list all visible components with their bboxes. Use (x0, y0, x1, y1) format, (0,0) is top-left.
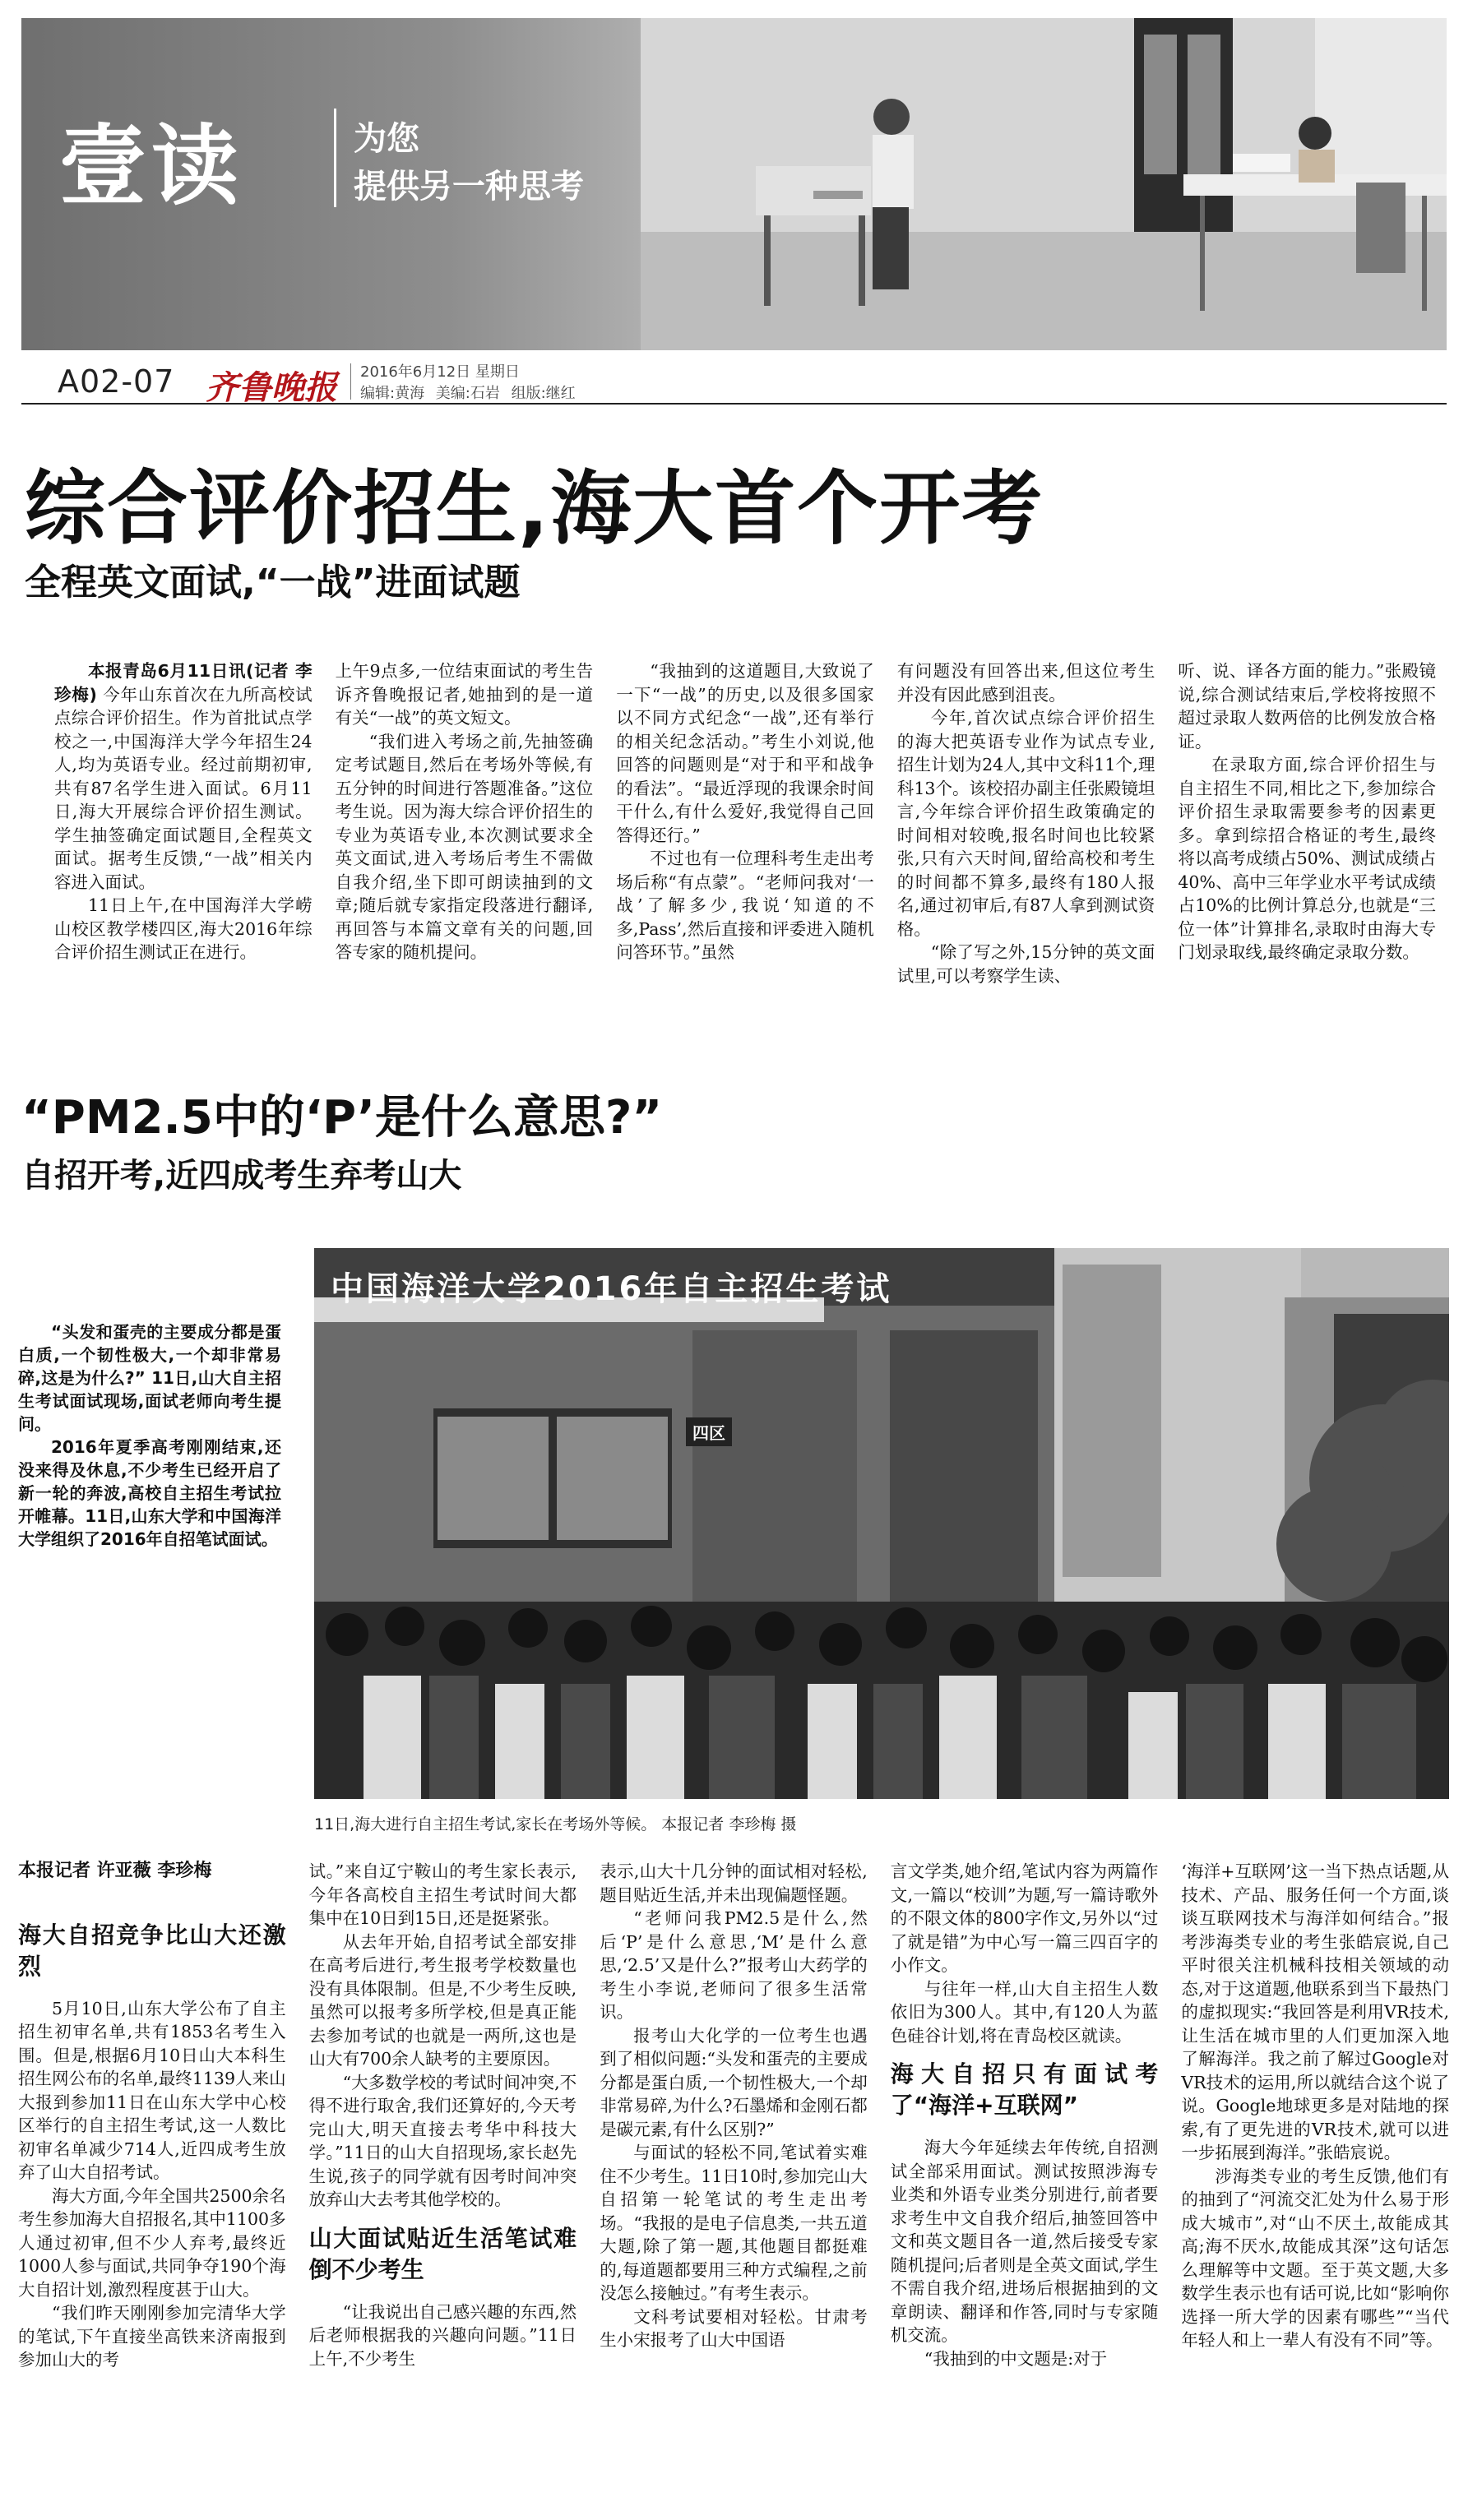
story2-subhead-c: 海大自招只有面试考了“海洋+互联网” (890, 2060, 1159, 2119)
story1-dateline: 本报青岛6月11日讯(记者 李珍梅) (54, 661, 313, 705)
story2-column-2 (309, 1860, 577, 2509)
story2-paragraph: 表示,山大十几分钟的面试相对轻松,题目贴近生活,并未出现偏题怪题。 (600, 1861, 868, 1905)
story2-paragraph: 与面试的轻松不同,笔试着实难住不少考生。11日10时,参加完山大自招第一轮笔试的考生走出考场。“我报的是电子信息类,一共五道大题,除了第一题,其他题目都挺难的,每道题都要用三种方式编程,之前没怎么接触过。”有考生表示。 (600, 2143, 868, 2303)
story2-paragraph: 涉海类专业的考生反馈,他们有的抽到了“河流交汇处为什么易于形成大城市”,对“山不厌土,故能成其高;海不厌水,故能成其深”这句话怎么理解等中文题。至于英文题,大多数学生表示也有话可说,比如“影响你选择一所大学的因素有哪些”“当代年轻人和上一辈人有没有不同”等。 (1181, 2166, 1449, 2350)
story1-paragraph: 上午9点多,一位结束面试的考生告诉齐鲁晚报记者,她抽到的是一道有关“一战”的英文短文。 (335, 661, 594, 728)
page-number: A02-07 (58, 363, 175, 400)
issue-date: 2016年6月12日 星期日 (360, 363, 520, 381)
story2-byline: 本报记者 许亚薇 李珍梅 (18, 1861, 212, 1881)
story1-paragraph: 今年,首次试点综合评价招生的海大把英语专业作为试点专业,招生计划为24人,其中文科11个,理科13个。该校招办副主任张殿镜坦言,今年综合评价招生政策确定的时间相对较晚,报名时间也比较紧张,只有六天时间,留给高校和考生的时间都不算多,最终有180人报名,通过初审后,有87人拿到测试资格。 (896, 708, 1155, 939)
story1-paragraph: 11日上午,在中国海洋大学崂山校区教学楼四区,海大2016年综合评价招生测试正在进行。 (54, 895, 313, 962)
intro-paragraph: “头发和蛋壳的主要成分都是蛋白质,一个韧性极大,一个却非常易碎,这是为什么?” 11日,山大自主招生考试面试现场,面试老师向考生提问。 (18, 1322, 281, 1434)
editor-credits: 编辑:黄海 美编:石岩 组版:继红 (360, 385, 576, 402)
story1-paragraph: “我抽到的这道题目,大致说了一下“一战”的历史,以及很多国家以不同方式纪念“一战”,还有举行的相关纪念活动。”考生小刘说,他回答的问题则是“对于和平和战争的看法”。“最近浮现的我课余时间干什么,有什么爱好,我觉得自己回答得还行。” (616, 661, 874, 845)
photo-door-sign: 四区 (686, 1417, 732, 1446)
story2-paragraph: “老师问我PM2.5是什么,然后‘P’是什么意思,‘M’是什么意思,‘2.5’又是什么?”报考山大药学的考生小李说,老师问了很多生活常识。 (600, 1908, 868, 2022)
story1-headline: 综合评价招生,海大首个开考 (25, 462, 1044, 556)
story1-paragraph: 不过也有一位理科考生走出考场后称“有点蒙”。“老师问我对‘一战’了解多少,我说‘知道的不多,Pass’,然后直接和评委进入随机问答环节。”虽然 (616, 848, 874, 962)
story2-subhead-a: 海大自招竞争比山大还激烈 (18, 1921, 286, 1980)
slogan-line-2: 提供另一种思考 (354, 168, 584, 206)
story1-subheadline: 全程英文面试,“一战”进面试题 (25, 562, 521, 603)
story1-paragraph: 在录取方面,综合评价招生与自主招生不同,相比之下,参加综合评价招生录取需要参考的因素更多。拿到综招合格证的考生,最终将以高考成绩占50%、测试成绩占40%、高中三年学业水平考试成绩占10%的比例计算总分,也就是“三位一体”计算排名,录取时由海大专门划录取线,最终确定录取分数。 (1178, 755, 1436, 962)
story2-paragraph: “我抽到的中文题是:对于 (924, 2348, 1108, 2369)
story2-paragraph: 海大今年延续去年传统,自招测试全部采用面试。测试按照涉海专业类和外语专业类分别进行,前者要求考生中文自我介绍后,抽签回答中文和英文题目各一道,然后接受专家随机提问;后者则是全英文面试,学生不需自我介绍,进场后根据抽到的文章朗读、翻译和作答,同时与专家随机交流。 (890, 2138, 1159, 2345)
photo-illustration (314, 1248, 1449, 1799)
story2-paragraph: 言文学类,她介绍,笔试内容为两篇作文,一篇以“校训”为题,写一篇诗歌外的不限文体的800字作文,另外以“过了就是错”为中心写一篇三四百字的小作文。 (890, 1861, 1159, 1975)
story2-paragraph: 5月10日,山东大学公布了自主招生初审名单,共有1853名考生入围。但是,根据6月10日山大本科生招生网公布的名单,最终1139人来山大报到参加11日在山东大学中心校区举行的自主招生考试,这一人数比初审名单减少714人,近四成考生放弃了山大自招考试。 (18, 1998, 286, 2182)
story2-paragraph: 试。”来自辽宁鞍山的考生家长表示,今年各高校自主招生考试时间大都集中在10日到15日,还是挺紧张。 (308, 1861, 577, 1928)
header-banner (21, 18, 1447, 350)
story1-column-5 (1178, 659, 1436, 1005)
page-info-bar (21, 358, 1447, 405)
story2-paragraph: ‘海洋+互联网’这一当下热点话题,从技术、产品、服务任何一个方面,谈谈互联网技术与海洋如何结合。”报考涉海类专业的考生张皓宸说,自己平时很关注机械科技相关领域的动态,对于这道题,他联系到当下最热门的虚拟现实:“我回答是利用VR技术,让生活在城市里的人们更加深入地了解海洋。我之前了解过Google对VR技术的运用,所以就结合这个说了说。Google地球更多是对陆地的探索,有了更先进的VR技术,就可以进一步拓展到海洋。”张皓宸说。 (1181, 1861, 1449, 2162)
photo-building-sign: 中国海洋大学2016年自主招生考试 (331, 1270, 892, 1308)
photo-caption: 11日,海大进行自主招生考试,家长在考场外等候。 本报记者 李珍梅 摄 (314, 1815, 797, 1833)
brand-divider (334, 109, 336, 207)
story2-subheadline: 自招开考,近四成考生弃考山大 (21, 1157, 462, 1195)
story1-column-3 (616, 659, 874, 1005)
story1-body (54, 659, 1436, 1005)
brand-logo: 壹读 (59, 116, 243, 217)
story2-paragraph: 与往年一样,山大自主招生人数依旧为300人。其中,有120人为蓝色硅谷计划,将在青岛校区就读。 (890, 1978, 1159, 2046)
story2-column-1 (18, 1860, 286, 2509)
story2-paragraph: “我们昨天刚刚参加完清华大学的笔试,下午直接坐高铁来济南报到参加山大的考 (18, 2303, 286, 2370)
story2-column-5 (1181, 1860, 1449, 2509)
exam-crowd-photo (314, 1248, 1449, 1799)
story1-paragraph: “除了写之外,15分钟的英文面试里,可以考察学生读、 (896, 942, 1155, 986)
slogan-line-1: 为您 (354, 120, 419, 158)
story1-column-4 (897, 659, 1155, 1005)
story1-paragraph: “我们进入考场之前,先抽签确定考试题目,然后在考场外等候,有五分钟的时间进行答题准备。”这位考生说。因为海大综合评价招生的专业为英语专业,本次测试要求全英文面试,进入考场后考生不需做自我介绍,坐下即可朗读抽到的文章;随后就专家指定段落进行翻译,再回答与本篇文章有关的问题,回答专家的随机提问。 (335, 731, 594, 962)
story2-paragraph: 报考山大化学的一位考生也遇到了相似问题:“头发和蛋壳的主要成分都是蛋白质,一个韧性极大,一个却非常易碎,为什么?石墨烯和金刚石都是碳元素,有什么区别?” (600, 2025, 868, 2139)
story1-paragraph: 有问题没有回答出来,但这位考生并没有因此感到沮丧。 (896, 661, 1155, 705)
story2-paragraph: 从去年开始,自招考试全部安排在高考后进行,考生报考学校数量也没有具体限制。但是,不少考生反映,虽然可以报考多所学校,但是真正能去参加考试的也就是一两所,这也是山大有700余人缺考的主要原因。 (308, 1931, 577, 2069)
brand-slogan (354, 115, 584, 210)
story2-paragraph: “让我说出自己感兴趣的东西,然后老师根据我的兴趣向问题。”11日上午,不少考生 (308, 2301, 577, 2369)
story2-headline: “PM2.5中的‘P’是什么意思?” (21, 1091, 663, 1144)
story2-subhead-b: 山大面试贴近生活笔试难倒不少考生 (308, 2224, 577, 2283)
story2-column-4 (891, 1860, 1159, 2509)
exam-room-photo (641, 18, 1447, 350)
story2-paragraph: 文科考试要相对轻松。甘肃考生小宋报考了山大中国语 (600, 2306, 868, 2350)
newspaper-name: 齐鲁晚报 (206, 368, 337, 407)
story2-intro (18, 1320, 281, 1551)
story1-paragraph: 今年山东首次在九所高校试点综合评价招生。作为首批试点学校之一,中国海洋大学今年招生24人,均为英语专业。经过前期初审,共有87名学生进入面试。6月11日,海大开展综合评价招生测试。学生抽签确定面试题目,全程英文面试。据考生反馈,“一战”相关内容进入面试。 (54, 684, 313, 892)
story2-paragraph: 海大方面,今年全国共2500余名考生参加海大自招报名,其中1100多人通过初审,但不少人弃考,最终近1000人参与面试,共同争夺190个海大自招计划,激烈程度甚于山大。 (18, 2185, 286, 2300)
story2-paragraph: “大多数学校的考试时间冲突,不得不进行取舍,我们还算好的,今天考完山大,明天直接去考华中科技大学。”11日的山大自招现场,家长赵先生说,孩子的同学就有因考时间冲突放弃山大去考其他学校的。 (308, 2072, 577, 2209)
story2-column-3 (600, 1860, 868, 2509)
story1-column-2 (336, 659, 594, 1005)
story1-paragraph: 听、说、译各方面的能力。”张殿镜说,综合测试结束后,学校将按照不超过录取人数两倍的比例发放合格证。 (1178, 661, 1436, 751)
intro-paragraph: 2016年夏季高考刚刚结束,还没来得及休息,不少考生已经开启了新一轮的奔波,高校自主招生考试拉开帷幕。11日,山东大学和中国海洋大学组织了2016年自招笔试面试。 (18, 1437, 281, 1549)
story2-body (18, 1860, 1449, 2509)
info-divider (350, 363, 351, 400)
story1-column-1 (54, 659, 313, 1005)
